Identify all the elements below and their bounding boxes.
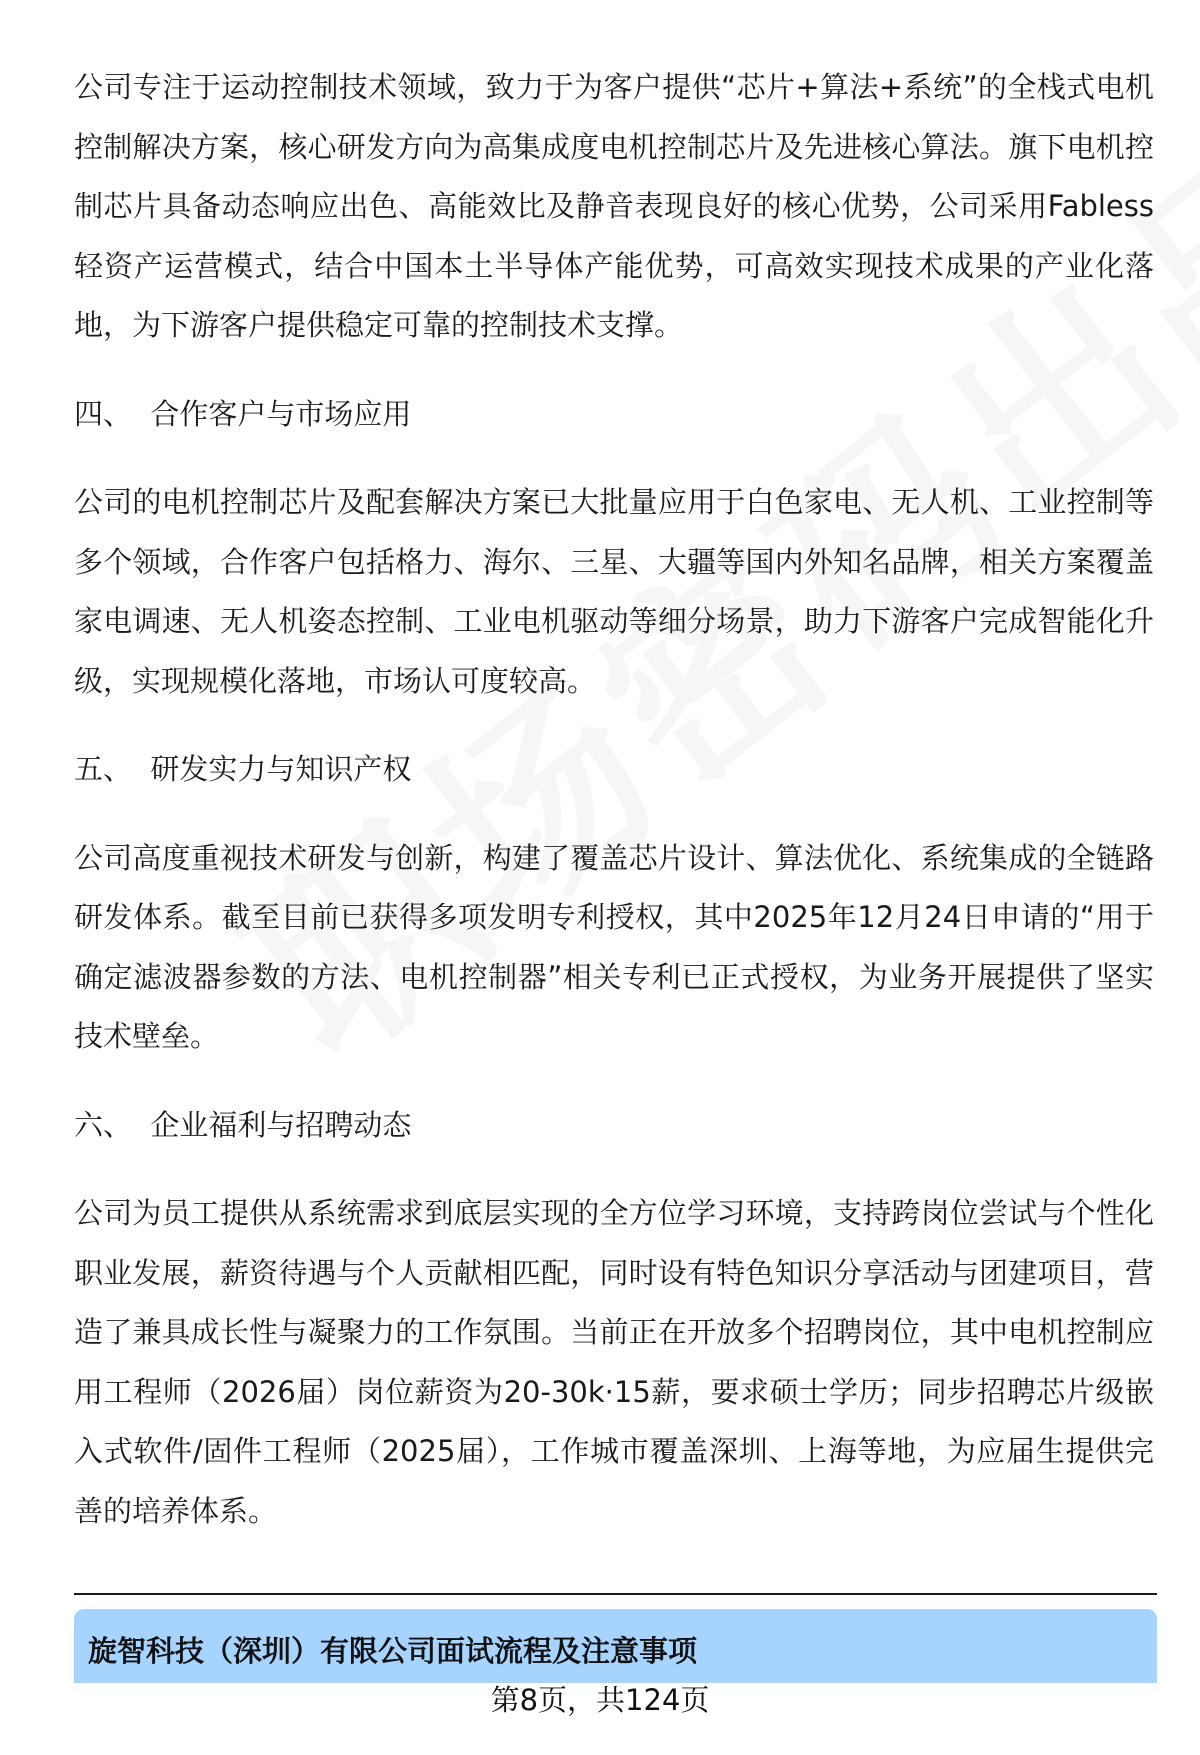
paragraph-customers: 公司的电机控制芯片及配套解决方案已大批量应用于白色家电、无人机、工业控制等多个领域，合作客户包括格力、海尔、三星、大疆等国内外知名品牌，相关方案覆盖家电调速、无人机姿态控制、工业电机驱动等细分场景，助力下游客户完成智能化升级，实现规模化落地，市场认可度较高。 bbox=[74, 485, 1154, 698]
paragraph-company-intro: 公司专注于运动控制技术领域，致力于为客户提供“芯片+算法+系统”的全栈式电机控制解决方案，核心研发方向为高集成度电机控制芯片及先进核心算法。旗下电机控制芯片具备动态响应出色、高能效比及静音表现良好的核心优势，公司采用Fabless轻资产运营模式，结合中国本土半导体产能优势，可高效实现技术成果的产业化落地，为下游客户提供稳定可靠的控制技术支撑。 bbox=[74, 70, 1154, 342]
section-heading-rnd: 五、 研发实力与知识产权 bbox=[74, 752, 412, 786]
banner-title: 旋智科技（深圳）有限公司面试流程及注意事项 bbox=[88, 1634, 698, 1668]
section-divider bbox=[74, 1593, 1157, 1595]
paragraph-rnd: 公司高度重视技术研发与创新，构建了覆盖芯片设计、算法优化、系统集成的全链路研发体系。截至目前已获得多项发明专利授权，其中2025年12月24日申请的“用于确定滤波器参数的方法、电机控制器”相关专利已正式授权，为业务开展提供了坚实技术壁垒。 bbox=[74, 840, 1154, 1053]
section-heading-welfare: 六、 企业福利与招聘动态 bbox=[74, 1107, 412, 1142]
document-body bbox=[74, 58, 1154, 1541]
page-indicator: 第8页，共124页 bbox=[490, 1683, 710, 1717]
section-heading-customers: 四、 合作客户与市场应用 bbox=[74, 396, 412, 431]
next-section-banner bbox=[74, 1609, 1157, 1683]
paragraph-welfare: 公司为员工提供从系统需求到底层实现的全方位学习环境，支持跨岗位尝试与个性化职业发展，薪资待遇与个人贡献相匹配，同时设有特色知识分享活动与团建项目，营造了兼具成长性与凝聚力的工作氛围。当前正在开放多个招聘岗位，其中电机控制应用工程师（2026届）岗位薪资为20-30k·15薪，要求硕士学历；同步招聘芯片级嵌入式软件/固件工程师（2025届），工作城市覆盖深圳、上海等地，为应届生提供完善的培养体系。 bbox=[74, 1196, 1154, 1528]
